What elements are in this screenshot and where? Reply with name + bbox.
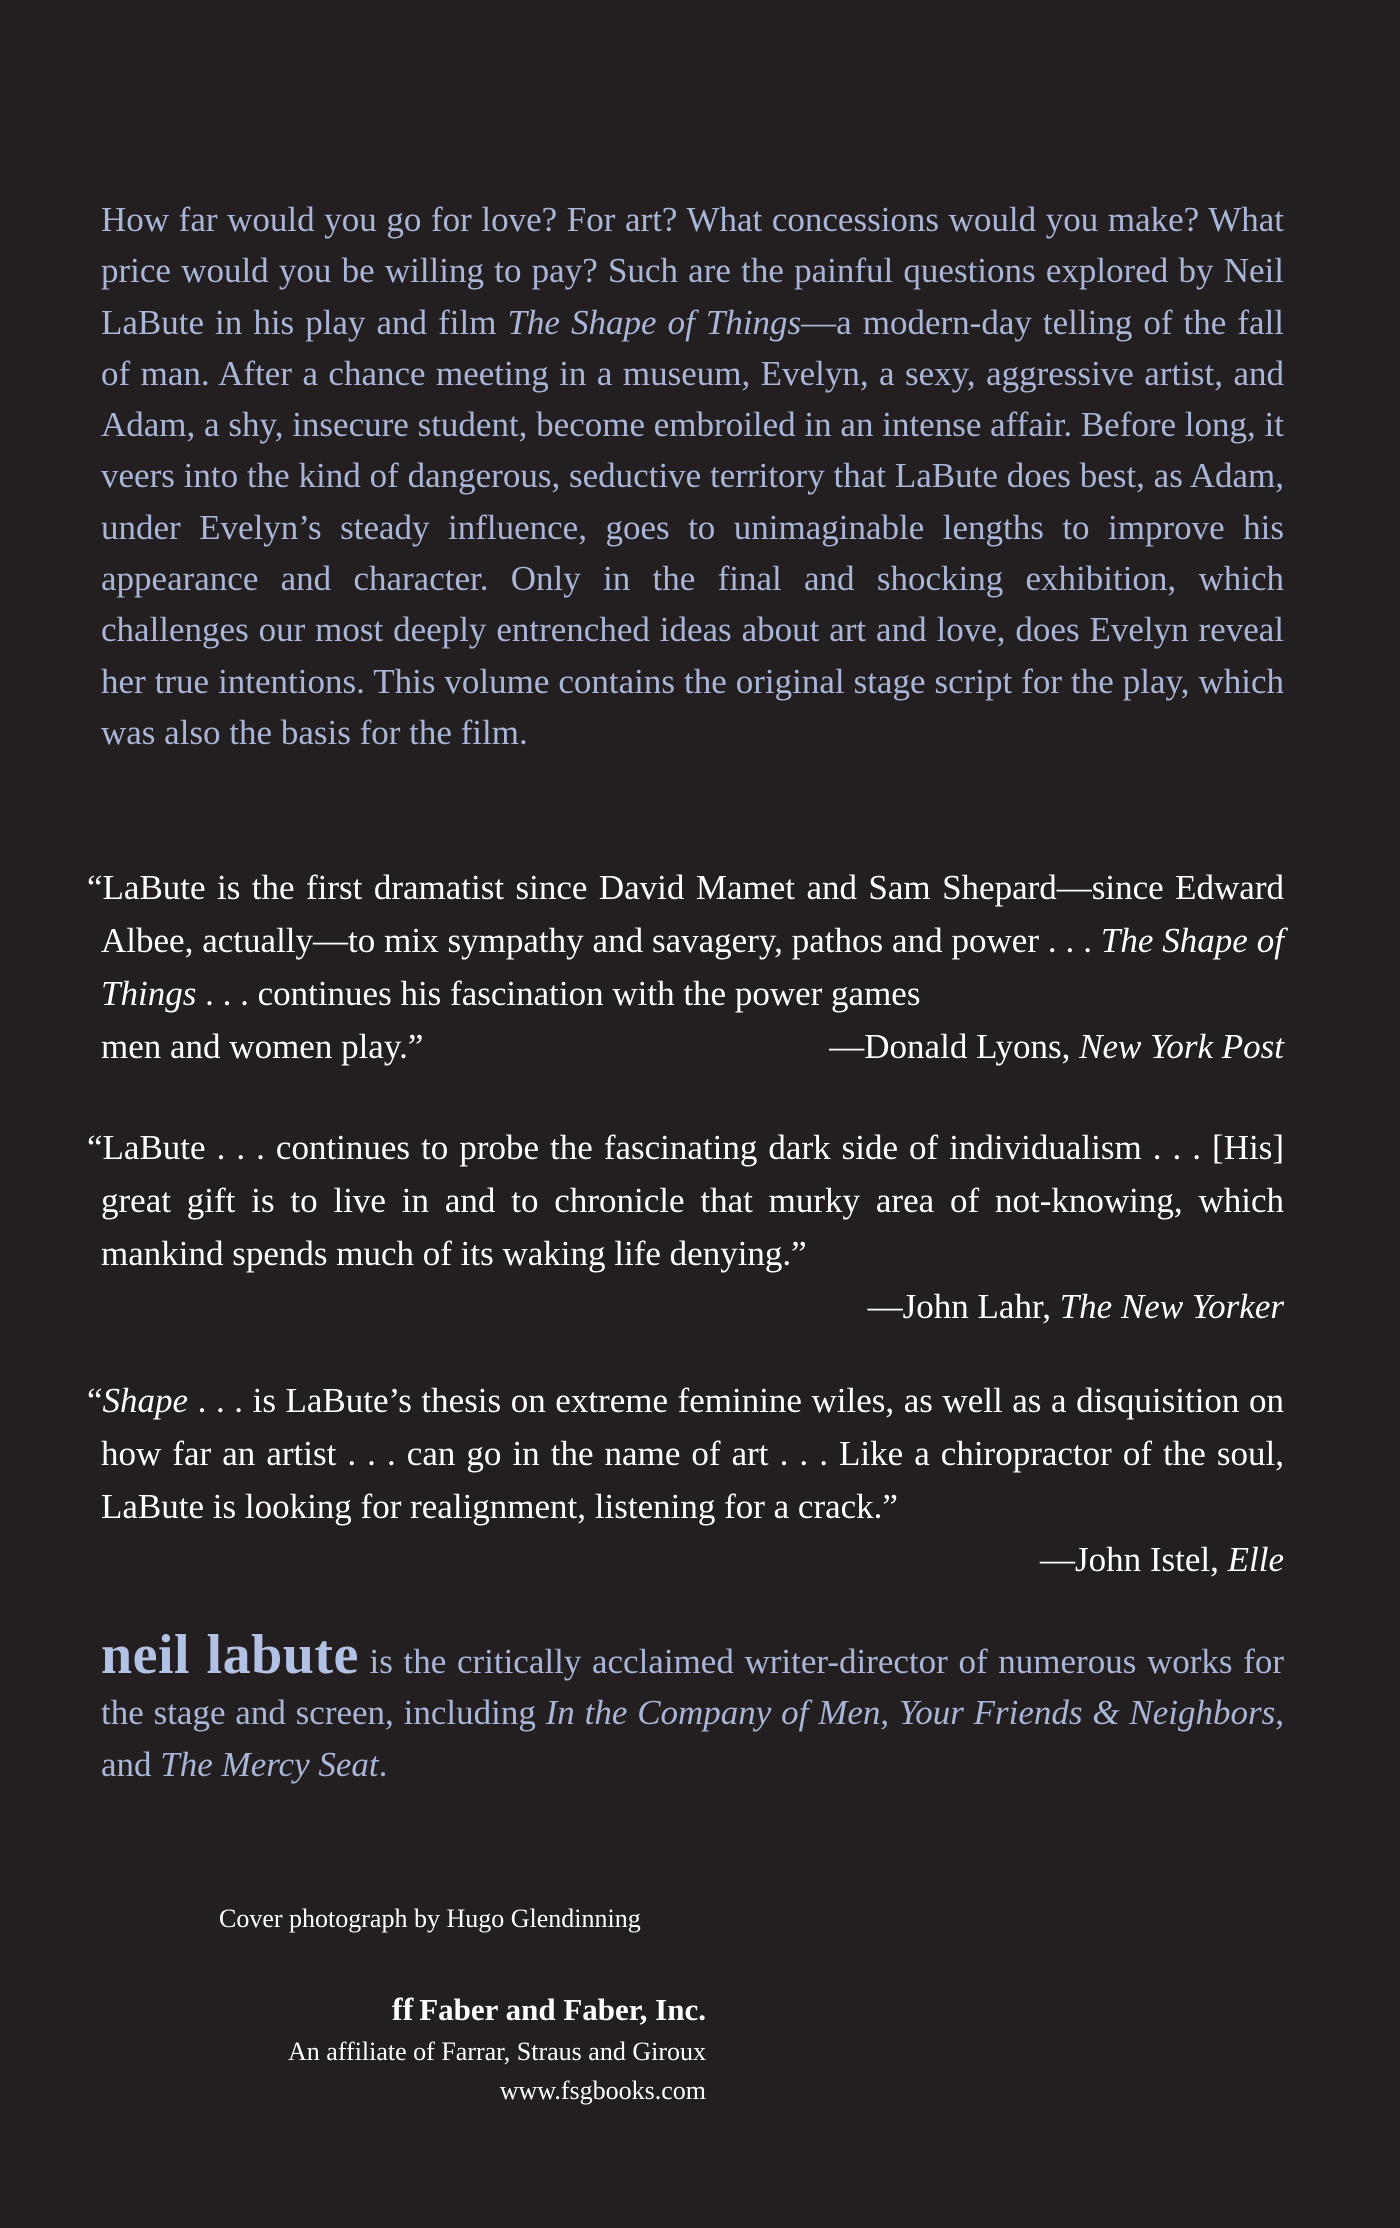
quote-1-attribution: —Donald Lyons, New York Post	[829, 1027, 1284, 1066]
publisher-name: Faber and Faber, Inc.	[419, 1992, 706, 2027]
bio-work-3: The Mercy Seat	[160, 1744, 379, 1784]
quote-3-title: Shape	[102, 1381, 189, 1420]
quote-2-attribution: —John Lahr, The New Yorker	[867, 1287, 1284, 1326]
blurb-text-1: How far would you go for love? For art? What concessions would you make? What price would you be willing to pay? Such are the painful questions explored by Neil LaBute in his play and film	[101, 200, 1284, 342]
quote-3-text: “Shape . . . is LaBute’s thesis on extreme feminine wiles, as well as a disquisition on how far an artist . . . can go in the name of art . . . Like a chiropractor of the soul, LaBute is looking for realignment, listening for a crack.”	[87, 1381, 1284, 1526]
quote-1-last-line: men and women play.”	[101, 1027, 424, 1066]
publisher-name-line	[200, 1987, 706, 2032]
author-name: neil labute	[101, 1624, 359, 1686]
bio-work-1: In the Company of Men	[545, 1693, 881, 1733]
photo-credit: Cover photograph by Hugo Glendinning	[219, 1904, 641, 1933]
publisher-block	[200, 1987, 706, 2110]
author-bio: neil labute is the critically acclaimed writer-director of numerous works for the stage and screen, including In the Company of Men, Your Friends & Neighbors, and The Mercy Seat.	[101, 1624, 1285, 1784]
cover-credits	[219, 1899, 706, 1938]
review-quote-3	[87, 1374, 1284, 1586]
blurb-text-2: —a modern-day telling of the fall of man. After a chance meeting in a museum, Evelyn, a sexy, aggressive artist, and Adam, a shy, insecure student, become embroiled in an intense affair. Before long, it veers into the kind of dangerous, seductive territory that LaBute does best, as Adam, under Evelyn’s steady influence, goes to unimaginable lengths to improve his appearance and character. Only in the final and shocking exhibition, which challenges our most deeply entrenched ideas about art and love, does Evelyn reveal her true intentions. This volume contains the original stage script for the play, which was also the basis for the film.	[101, 302, 1285, 752]
ff-logo-icon: ff	[391, 1991, 414, 2027]
quote-3-publication: Elle	[1227, 1540, 1284, 1579]
blurb-title: The Shape of Things	[507, 302, 802, 342]
quote-1-title: The Shape of Things	[101, 921, 1284, 1013]
publisher-url: www.fsgbooks.com	[499, 2076, 706, 2105]
review-quote-2	[87, 1121, 1284, 1333]
quote-2-publication: The New Yorker	[1059, 1287, 1284, 1326]
publisher-affiliate: An affiliate of Farrar, Straus and Giroux	[288, 2037, 706, 2066]
quote-2-text: “LaBute . . . continues to probe the fascinating dark side of individualism . . . [His] great gift is to live in and to chronicle that murky area of not-knowing, which mankind spends much of its waking life denying.”	[87, 1128, 1284, 1273]
quote-3-attribution: —John Istel, Elle	[1039, 1540, 1284, 1579]
quote-1-text: “LaBute is the first dramatist since David Mamet and Sam Shepard—since Edward Albee, actually—to mix sympathy and savagery, pathos and power . . . The Shape of Things . . . continues his fascination with the power games	[87, 868, 1284, 1013]
synopsis-blurb	[101, 194, 1284, 758]
review-quote-1	[87, 861, 1284, 1073]
bio-work-2: Your Friends & Neighbors	[898, 1693, 1276, 1733]
quote-1-publication: New York Post	[1079, 1027, 1284, 1066]
